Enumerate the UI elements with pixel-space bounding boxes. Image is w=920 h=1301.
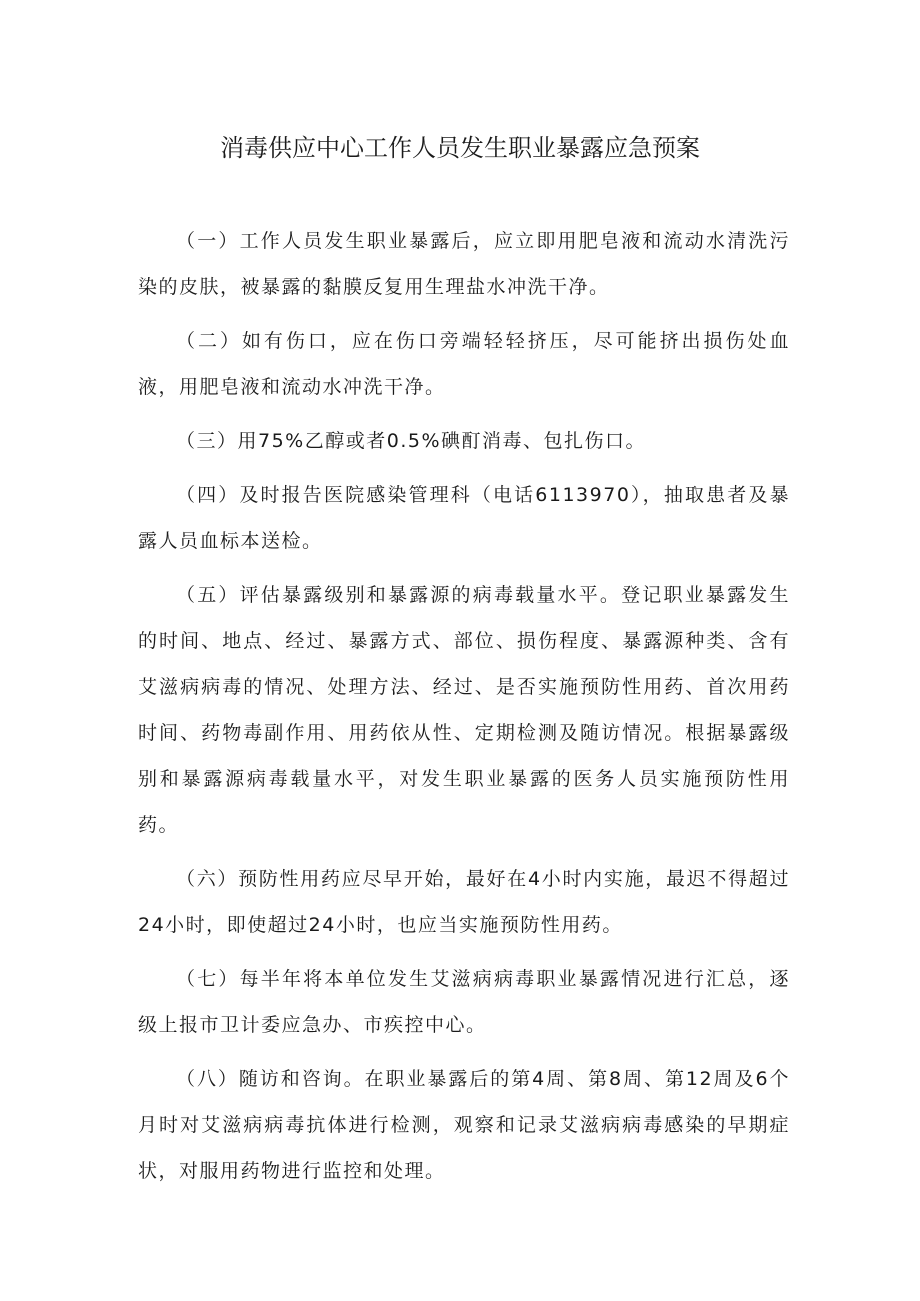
paragraph-2: （二）如有伤口，应在伤口旁端轻轻挤压，尽可能挤出损伤处血液，用肥皂液和流动水冲洗干净。 bbox=[138, 330, 790, 398]
paragraph-1: （一）工作人员发生职业暴露后，应立即用肥皂液和流动水清洗污染的皮肤，被暴露的黏膜反复用生理盐水冲洗干净。 bbox=[138, 230, 790, 298]
document-body bbox=[138, 218, 790, 1202]
paragraph-3: （三）用75%乙醇或者0.5%碘酊消毒、包扎伤口。 bbox=[176, 430, 647, 452]
paragraph-5: （五）评估暴露级别和暴露源的病毒载量水平。登记职业暴露发生的时间、地点、经过、暴露方式、部位、损伤程度、暴露源种类、含有艾滋病病毒的情况、处理方法、经过、是否实施预防性用药、首次用药时间、药物毒副作用、用药依从性、定期检测及随访情况。根据暴露级别和暴露源病毒载量水平，对发生职业暴露的医务人员实施预防性用药。 bbox=[138, 584, 790, 836]
paragraph-7: （七）每半年将本单位发生艾滋病病毒职业暴露情况进行汇总，逐级上报市卫计委应急办、市疾控中心。 bbox=[138, 968, 790, 1036]
paragraph-6: （六）预防性用药应尽早开始，最好在4小时内实施，最迟不得超过24小时，即使超过24小时，也应当实施预防性用药。 bbox=[138, 868, 790, 936]
paragraph-4: （四）及时报告医院感染管理科（电话6113970），抽取患者及暴露人员血标本送检。 bbox=[138, 484, 790, 552]
document-title: 消毒供应中心工作人员发生职业暴露应急预案 bbox=[220, 134, 700, 162]
paragraph-8: （八）随访和咨询。在职业暴露后的第4周、第8周、第12周及6个月时对艾滋病病毒抗体进行检测，观察和记录艾滋病病毒感染的早期症状，对服用药物进行监控和处理。 bbox=[138, 1068, 790, 1182]
